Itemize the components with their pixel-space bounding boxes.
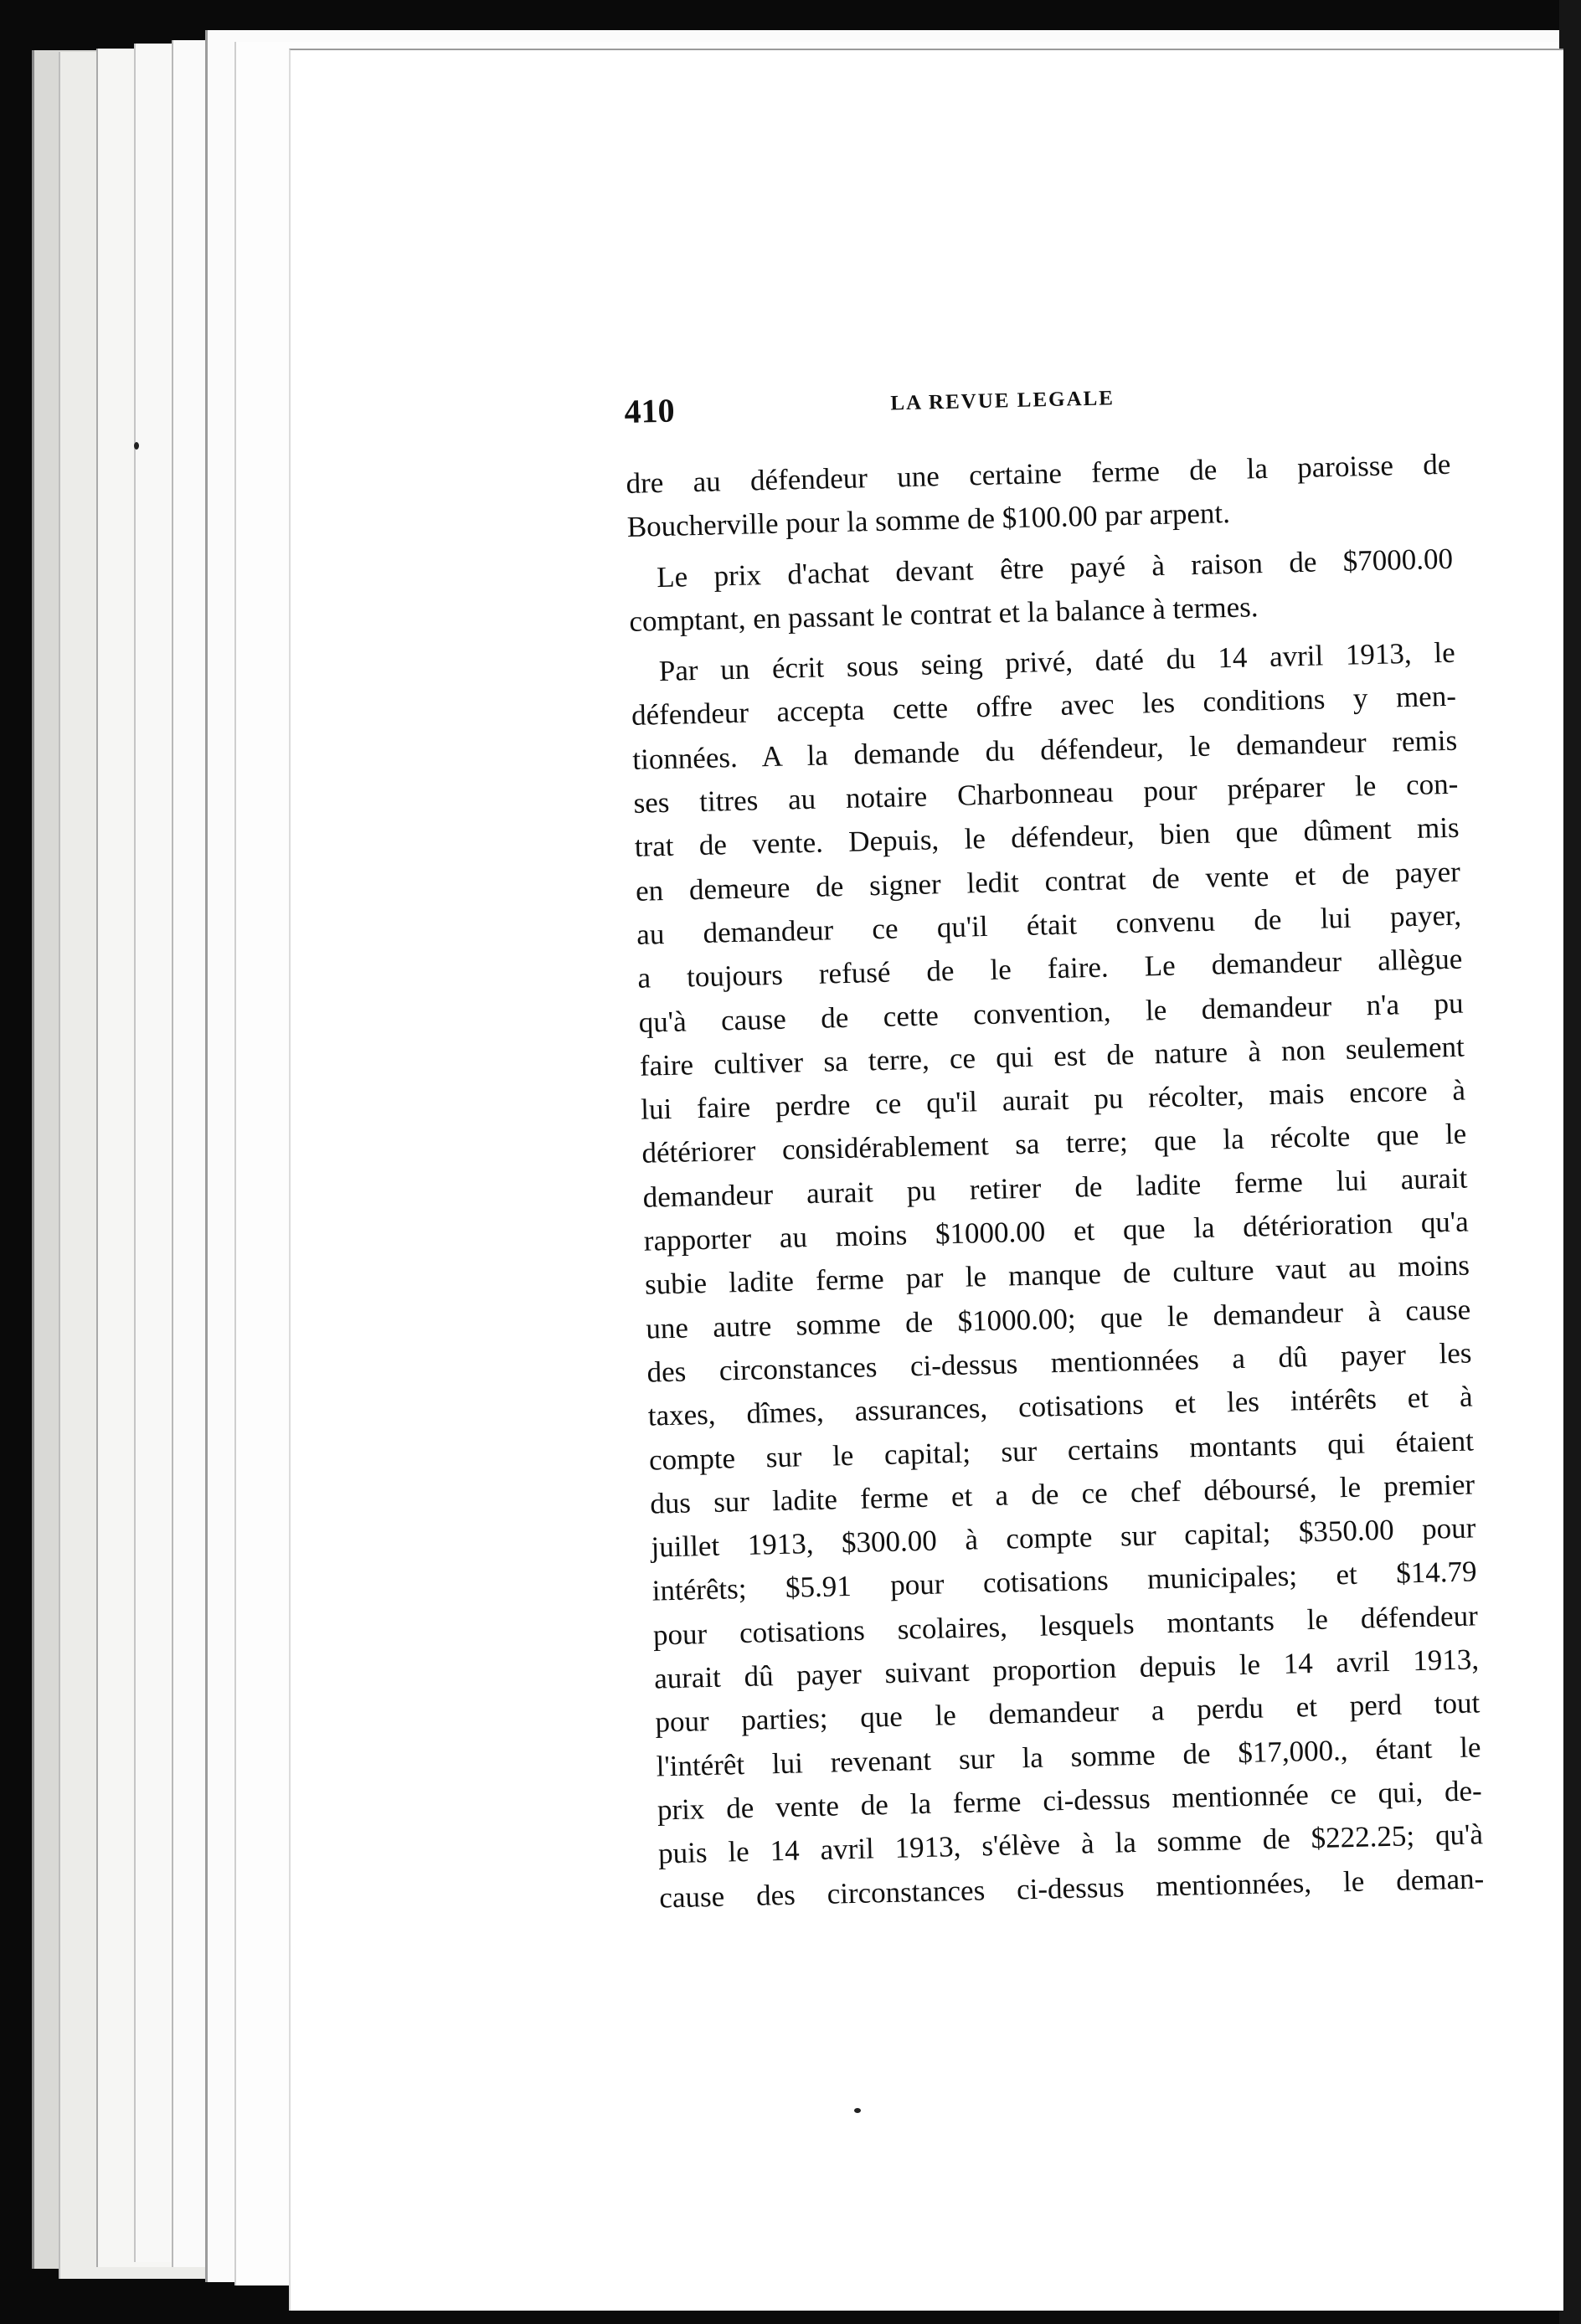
text-line: a toujours refusé de le faire. Le demandeur allègue — [637, 942, 1463, 995]
text-line: en demeure de signer ledit contrat de vente et de payer — [635, 855, 1461, 907]
text-line: défendeur accepta cette offre avec les conditions y men- — [631, 680, 1457, 733]
text-line: rapporter au moins $1000.00 et que la détérioration qu'a — [643, 1205, 1470, 1257]
page-number: 410 — [624, 391, 676, 430]
text-line: pour cotisations scolaires, lesquels montants le défendeur — [652, 1599, 1479, 1652]
text-line: comptant, en passant le contrat et la balance à termes. — [629, 590, 1259, 638]
text-line: Le prix d'achat devant être payé à raison de $7000.00 — [656, 542, 1454, 594]
text-line: détériorer considérablement sa terre; que la récolte que le — [641, 1117, 1467, 1170]
text-line: une autre somme de $1000.00; que le demandeur à cause — [645, 1293, 1471, 1345]
text-line: trat de vente. Depuis, le défendeur, bien que dûment mis — [634, 811, 1460, 864]
text-line: Par un écrit sous seing privé, daté du 14 avril 1913, le — [658, 635, 1456, 688]
text-line: dre au défendeur une certaine ferme de la paroisse de — [626, 447, 1451, 500]
text-line: qu'à cause de cette convention, le demandeur n'a pu — [638, 986, 1464, 1039]
text-line: juillet 1913, $300.00 à compte sur capital; $350.00 pour — [651, 1511, 1476, 1564]
text-line: pour parties; que le demandeur a perdu et perd tout — [654, 1686, 1481, 1739]
text-line: demandeur aurait pu retirer de ladite ferme lui aurait — [642, 1161, 1468, 1214]
text-line: au demandeur ce qu'il était convenu de lui payer, — [636, 898, 1462, 951]
text-line: faire cultiver sa terre, ce qui est de nature à non seulement — [639, 1030, 1465, 1082]
text-line: puis le 14 avril 1913, s'élève à la somme de $222.25; qu'à — [657, 1818, 1484, 1870]
text-line: lui faire perdre ce qu'il aurait pu récolter, mais encore à — [640, 1073, 1466, 1126]
text-line: intérêts; $5.91 pour cotisations municipales; et $14.79 — [651, 1555, 1477, 1608]
page-text-block — [624, 373, 1485, 1920]
text-line: prix de vente de la ferme ci-dessus mentionnée ce qui, de- — [657, 1774, 1483, 1827]
body-text — [626, 443, 1485, 1920]
text-line: taxes, dîmes, assurances, cotisations et les intérêts et à — [647, 1380, 1474, 1432]
text-line: tionnées. A la demande du défendeur, le demandeur remis — [631, 723, 1458, 776]
running-title: LA REVUE LEGALE — [890, 387, 1115, 415]
text-line: dus sur ladite ferme et a de ce chef déboursé, le premier — [649, 1468, 1475, 1520]
text-line: l'intérêt lui revenant sur la somme de $17,000., étant le — [656, 1730, 1481, 1783]
dust-speck — [854, 2108, 861, 2113]
text-line: compte sur le capital; sur certains montants qui étaient — [648, 1423, 1475, 1477]
text-line: Boucherville pour la somme de $100.00 par arpent. — [626, 496, 1231, 544]
dust-speck — [134, 442, 139, 450]
text-line: cause des circonstances ci-dessus mentionnées, le deman- — [658, 1861, 1485, 1914]
text-line: des circonstances ci-dessus mentionnées a dû payer les — [646, 1336, 1472, 1389]
text-line: aurait dû payer suivant proportion depuis le 14 avril 1913, — [653, 1643, 1480, 1695]
text-line: subie ladite ferme par le manque de culture vaut au moins — [644, 1248, 1470, 1302]
text-line: ses titres au notaire Charbonneau pour préparer le con- — [633, 767, 1459, 820]
